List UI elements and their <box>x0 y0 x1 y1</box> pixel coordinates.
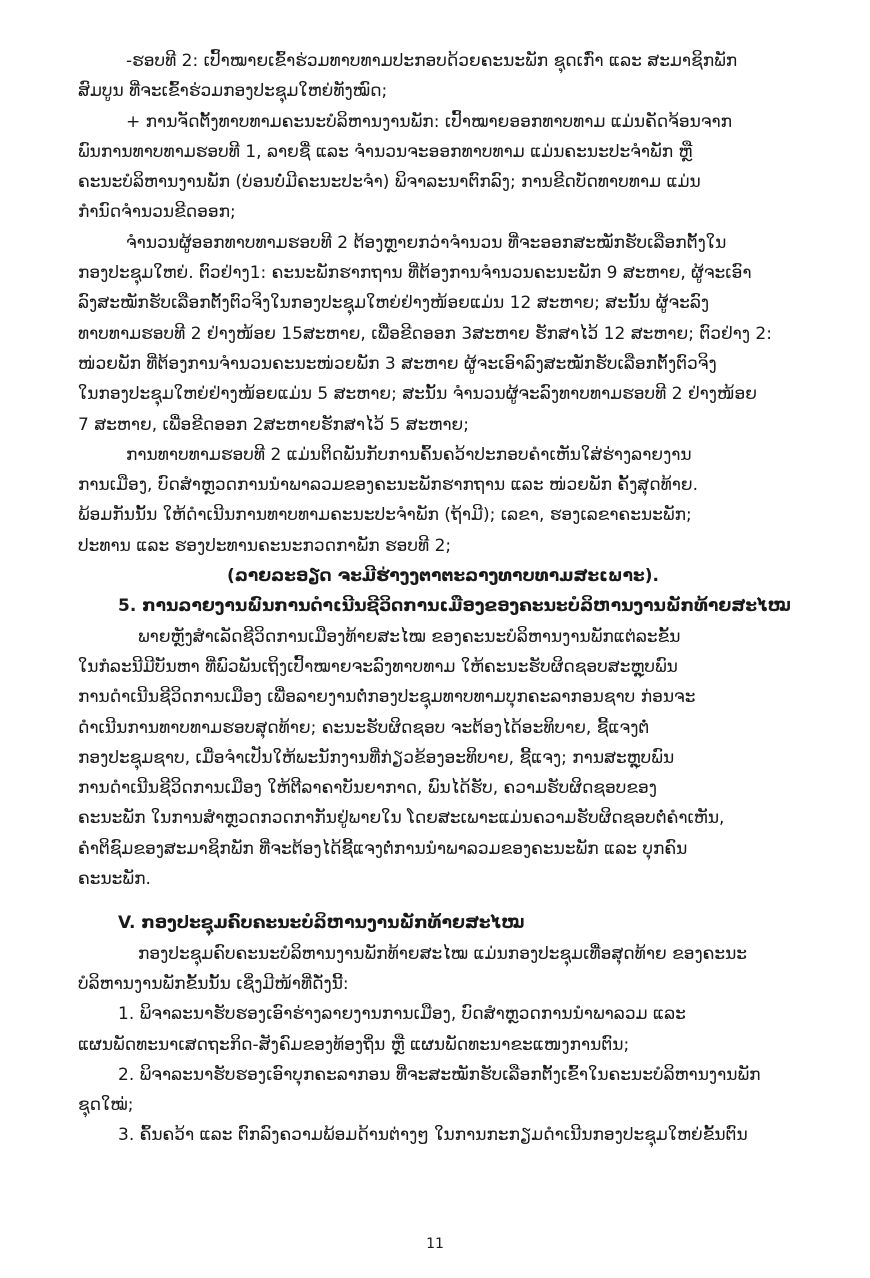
text-line: ພົນການທາບທາມຮອບທີ 1, ລາຍຊື່ ແລະ ຈຳນວນຈະອອກທາບທາມ ແມ່ນຄະນະປະຈຳພັກ ຫຼື <box>78 141 693 162</box>
text-line: ກອງປະຊຸມຄົບຄະນະບໍລິຫານງານພັກທ້າຍສະໄໝ ແມ່ນກອງປະຊຸມເທື່ອສຸດທ້າຍ ຂອງຄະນະ <box>138 943 748 964</box>
text-line: ຄະນະພັກ. <box>78 869 151 890</box>
text-line: -ຮອບທີ 2: ເປົ້າໝາຍເຂົ້າຮ່ວມທາບທາມປະກອບດ້ວຍຄະນະພັກ ຊຸດເກົ່າ ແລະ ສະມາຊິກພັກ <box>126 51 738 71</box>
text-line: ໃນກໍລະນີມີບັນຫາ ທີ່ພົວພັນເຖິງເປົ້າໝາຍຈະລົງທາບທາມ ໃຫ້ຄະນະຮັບຜິດຊອບສະຫຼຸບພົນ <box>78 656 678 677</box>
text-line: + ການຈັດຕັ້ງທາບທາມຄະນະບໍລິຫານງານພັກ: ເປົ້າໝາຍອອກທາບທາມ ແມ່ນຄັດຈ້ອນຈາກ <box>126 111 733 132</box>
text-line: ແຜນພັດທະນາເສດຖະກິດ-ສັງຄົມຂອງທ້ອງຖິ່ນ ຫຼື ແຜນພັດທະນາຂະແໜງການຕົນ; <box>78 1034 630 1055</box>
page-number: 11 <box>426 1236 444 1252</box>
section-heading-5: 5. ການລາຍງານພົນການດຳເນີນຊີວິດການເມືອງຂອງຄະນະບໍລິຫານງານພັກທ້າຍສະໄໝ <box>118 596 791 617</box>
text-line: ໜ່ວຍພັກ ທີ່ຕ້ອງການຈຳນວນຄະນະໜ່ວຍພັກ 3 ສະຫາຍ ຜູ້ຈະເອົາລົງສະໝັກຮັບເລືອກຕັ້ງຕົວຈິງ <box>78 353 717 374</box>
text-line: ສົມບູນ ທີ່ຈະເຂົ້າຮ່ວມກອງປະຊຸມໃຫຍ່ທັງໝົດ; <box>78 81 388 102</box>
paragraph-gap <box>78 894 808 908</box>
text-line: ກອງປະຊຸມໃຫຍ່. ຕົວຢ່າງ1: ຄະນະພັກຮາກຖານ ທີ່ຕ້ອງການຈຳນວນຄະນະພັກ 9 ສະຫາຍ, ຜູ້ຈະເອົາ <box>78 263 752 284</box>
list-item: 3. ຄົ້ນຄວ້າ ແລະ ຕົກລົງຄວາມພ້ອມດ້ານຕ່າງໆ ໃນການກະກຽມດຳເນີນກອງປະຊຸມໃຫຍ່ຂັ້ນຕົນ <box>118 1125 748 1146</box>
text-line: ການເມືອງ, ບົດສຳຫຼວດການນຳພາລວມຂອງຄະນະພັກຮາກຖານ ແລະ ໜ່ວຍພັກ ຄັ້ງສຸດທ້າຍ. <box>78 475 699 496</box>
text-line: ຄະນະພັກ ໃນການສຳຫຼວດກວດກາກັນຢູ່ພາຍໃນ ໂດຍສະເພາະແມ່ນຄວາມຮັບຜິດຊອບຕໍ່ຄຳເຫັນ, <box>78 808 725 829</box>
detail-note: (ລາຍລະອຽດ ຈະມີຮ່າງງຕາຕະລາງທາບທາມສະເພາະ). <box>227 566 659 587</box>
text-line: ທາບທາມຮອບທີ 2 ຢ່າງໜ້ອຍ 15ສະຫາຍ, ເພື່ອຂີດອອກ 3ສະຫາຍ ຮັກສາໄວ້ 12 ສະຫາຍ; ຕົວຢ່າງ 2: <box>78 323 772 344</box>
text-line: ດຳເນີນການທາບທາມຮອບສຸດທ້າຍ; ຄະນະຮັບຜິດຊອບ ຈະຕ້ອງໄດ້ອະທິບາຍ, ຊີ້ແຈງຕໍ່ <box>78 717 650 738</box>
text-line: ໃນກອງປະຊຸມໃຫຍ່ຢ່າງໜ້ອຍແມ່ນ 5 ສະຫາຍ; ສະນັ້ນ ຈຳນວນຜູ້ຈະລົງທາບທາມຮອບທີ 2 ຢ່າງໜ້ອຍ <box>78 384 757 405</box>
text-line: ບໍລິຫານງານພັກຂັ້ນນັ້ນ ເຊິ່ງມີໜ້າທີ່ດັ່ງນີ້: <box>78 973 349 994</box>
section-heading-v: V. ກອງປະຊຸມຄົບຄະນະບໍລິຫານງານພັກທ້າຍສະໄໝ <box>118 913 525 934</box>
text-line: ຄະນະບໍລິຫານງານພັກ (ບ່ອນບໍ່ມີຄະນະປະຈຳ) ພິຈາລະນາຕົກລົງ; ການຂີດບັດທາບທາມ ແມ່ນ <box>78 172 701 193</box>
text-line: ການທາບທາມຮອບທີ 2 ແມ່ນຕິດພັນກັບການຄົ້ນຄວ້າປະກອບຄຳເຫັນໃສ່ຮ່າງລາຍງານ <box>126 444 692 465</box>
text-line: ຈຳນວນຜູ້ອອກທາບທາມຮອບທີ 2 ຕ້ອງຫຼາຍກວ່າຈຳນວນ ທີ່ຈະອອກສະໝັກຮັບເລືອກຕັ້ງໃນ <box>126 232 727 253</box>
text-line: ປະທານ ແລະ ຮອງປະທານຄະນະກວດກາພັກ ຮອບທີ 2; <box>78 535 452 556</box>
text-line: ກຳນົດຈຳນວນຂີດອອກ; <box>78 202 236 223</box>
text-line: ພ້ອມກັນນັ້ນ ໃຫ້ດຳເນີນການທາບທາມຄະນະປະຈຳພັກ (ຖ້າມີ); ເລຂາ, ຮອງເລຂາຄະນະພັກ; <box>78 505 692 526</box>
text-line: ຊຸດໃໝ່; <box>78 1095 134 1116</box>
list-item: 1. ພິຈາລະນາຮັບຮອງເອົາຮ່າງລາຍງານການເມືອງ, ບົດສຳຫຼວດການນຳພາລວມ ແລະ <box>118 1004 686 1025</box>
text-line: ລົງສະໝັກຮັບເລືອກຕັ້ງຕົວຈິງໃນກອງປະຊຸມໃຫຍ່ຢ່າງໜ້ອຍແມ່ນ 12 ສະຫາຍ; ສະນັ້ນ ຜູ້ຈະລົງ <box>78 293 710 314</box>
text-line: 7 ສະຫາຍ, ເພື່ອຂີດອອກ 2ສະຫາຍຮັກສາໄວ້ 5 ສະຫາຍ; <box>78 414 469 435</box>
text-line: ກອງປະຊຸມຊາບ, ເມື່ອຈຳເປັນໃຫ້ພະນັກງານທີ່ກ່ຽວຂ້ອງອະທິບາຍ, ຊີ້ແຈງ; ການສະຫຼຸບພົນ <box>78 747 675 768</box>
text-line: ຄຳຕິຊົມຂອງສະມາຊິກພັກ ທີ່ຈະຕ້ອງໄດ້ຊີ້ແຈງຕໍ່ການນຳພາລວມຂອງຄະນະພັກ ແລະ ບຸກຄົນ <box>78 838 688 859</box>
text-line: ການດຳເນີນຊີວິດການເມືອງ ໃຫ້ຕີລາຄາບັນຍາກາດ, ພົນໄດ້ຮັບ, ຄວາມຮັບຜິດຊອບຂອງ <box>78 778 657 799</box>
text-line: ພາຍຫຼັງສຳເລັດຊີວິດການເມືອງທ້າຍສະໄໝ ຂອງຄະນະບໍລິຫານງານພັກແຕ່ລະຂັ້ນ <box>138 626 681 647</box>
text-line: ການດຳເນີນຊີວິດການເມືອງ ເພື່ອລາຍງານຕໍ່ກອງປະຊຸມທາບທາມບຸກຄະລາກອນຊາບ ກ່ອນຈະ <box>78 687 696 708</box>
list-item: 2. ພິຈາລະນາຮັບຮອງເອົາບຸກຄະລາກອນ ທີ່ຈະສະໝັກຮັບເລືອກຕັ້ງເຂົ້າໃນຄະນະບໍລິຫານງານພັກ <box>118 1064 761 1085</box>
